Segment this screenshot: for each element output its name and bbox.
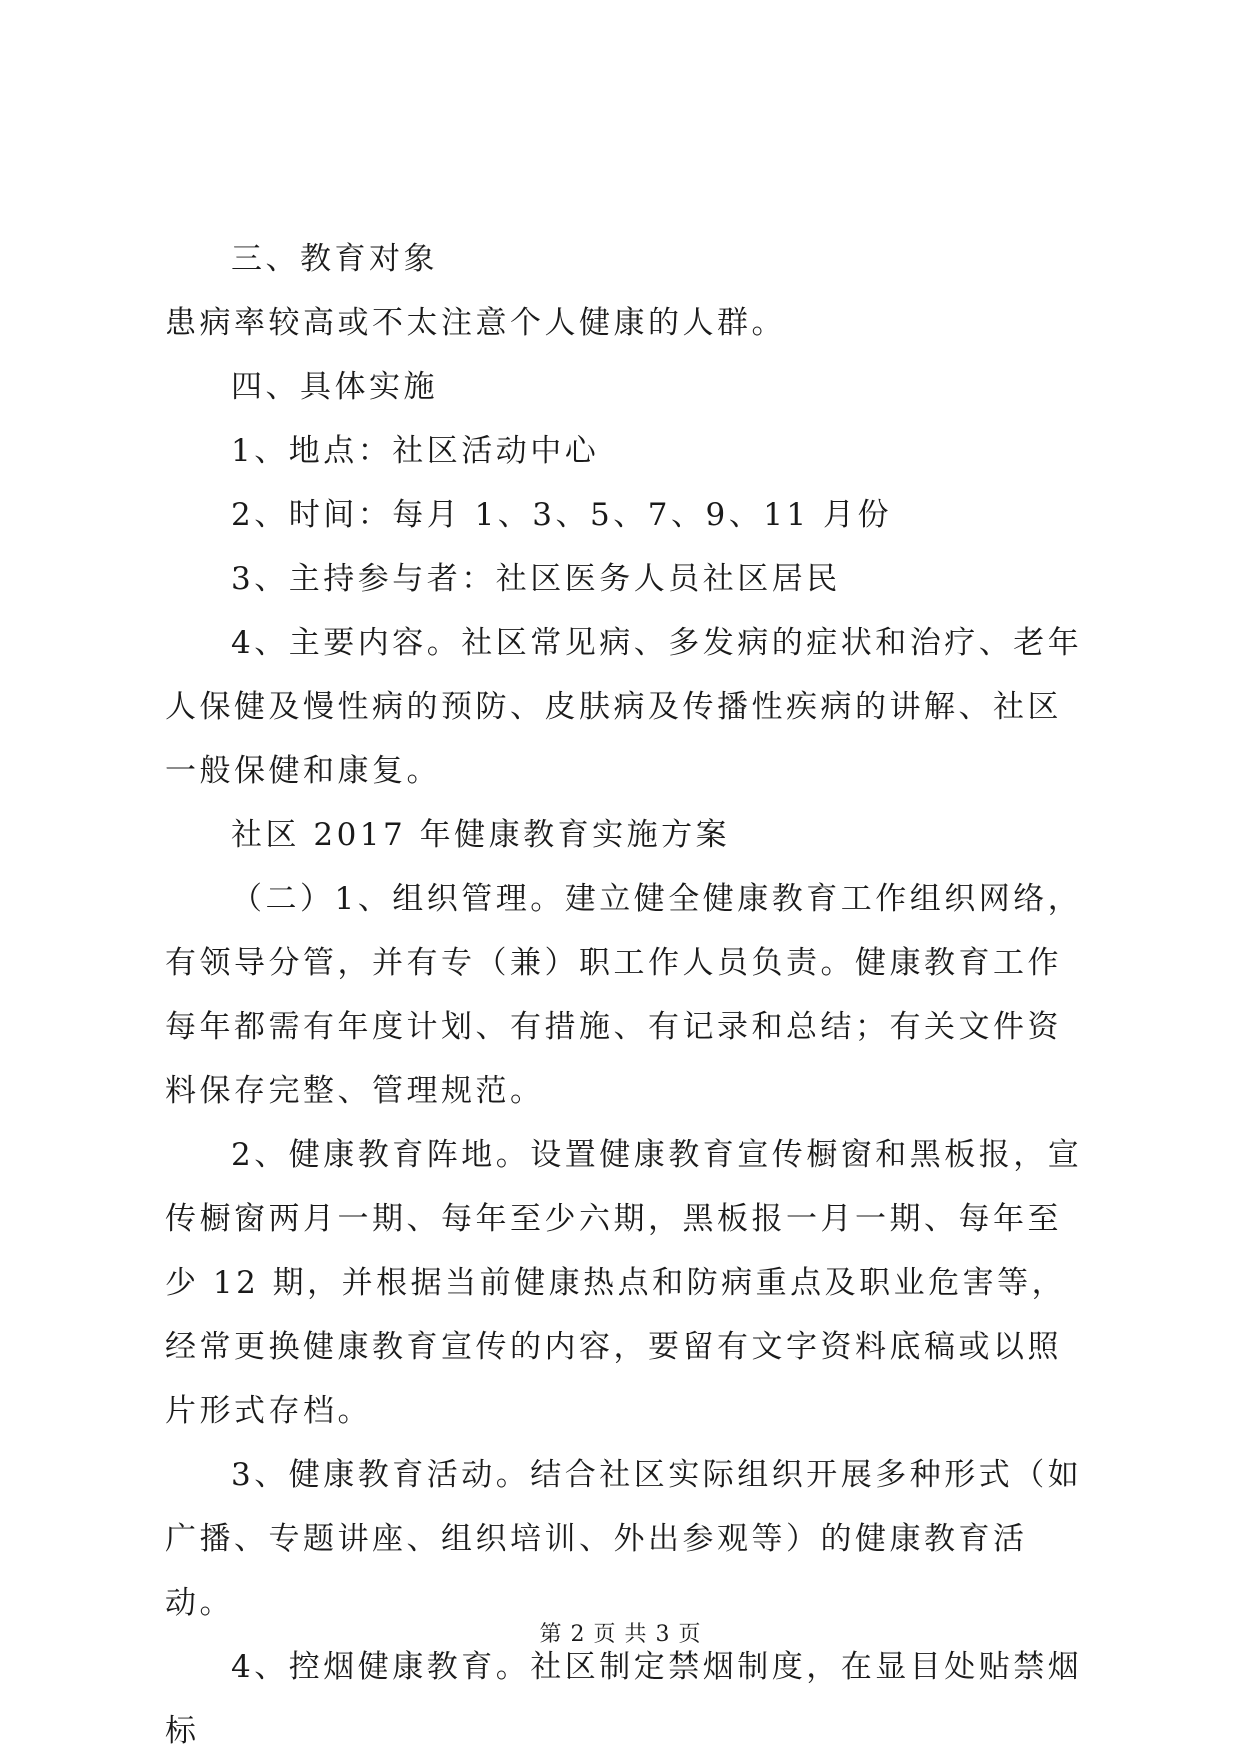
paragraph-time: 2、时间：每月 1、3、5、7、9、11 月份	[231, 497, 892, 533]
section-heading-implementation: 四、具体实施	[231, 369, 438, 405]
paragraph-tobacco-control: 4、控烟健康教育。社区制定禁烟制度，在显目处贴禁烟标	[165, 1649, 1083, 1749]
paragraph-organization-management: （二）1、组织管理。建立健全健康教育工作组织网络，有领导分管，并有专（兼）职工作人员负责。健康教育工作每年都需有年度计划、有措施、有记录和总结；有关文件资料保存完整、管理规范。	[165, 881, 1083, 1109]
page-number-footer: 第 2 页 共 3 页	[539, 1622, 702, 1647]
document-body	[165, 227, 1085, 1763]
paragraph-participants: 3、主持参与者：社区医务人员社区居民	[231, 561, 841, 597]
paragraph-education-base: 2、健康教育阵地。设置健康教育宣传橱窗和黑板报，宣传橱窗两月一期、每年至少六期，黑板报一月一期、每年至少 12 期，并根据当前健康热点和防病重点及职业危害等，经常更换健康教育宣传的内容，要留有文字资料底稿或以照片形式存档。	[165, 1137, 1083, 1429]
paragraph-target-population: 患病率较高或不太注意个人健康的人群。	[165, 305, 786, 341]
sub-title-plan: 社区 2017 年健康教育实施方案	[231, 817, 731, 853]
paragraph-location: 1、地点：社区活动中心	[231, 433, 600, 469]
section-heading-education-target: 三、教育对象	[231, 241, 438, 277]
paragraph-main-content: 4、主要内容。社区常见病、多发病的症状和治疗、老年人保健及慢性病的预防、皮肤病及传播性疾病的讲解、社区一般保健和康复。	[165, 625, 1083, 789]
paragraph-education-activities: 3、健康教育活动。结合社区实际组织开展多种形式（如广播、专题讲座、组织培训、外出参观等）的健康教育活动。	[165, 1457, 1083, 1621]
